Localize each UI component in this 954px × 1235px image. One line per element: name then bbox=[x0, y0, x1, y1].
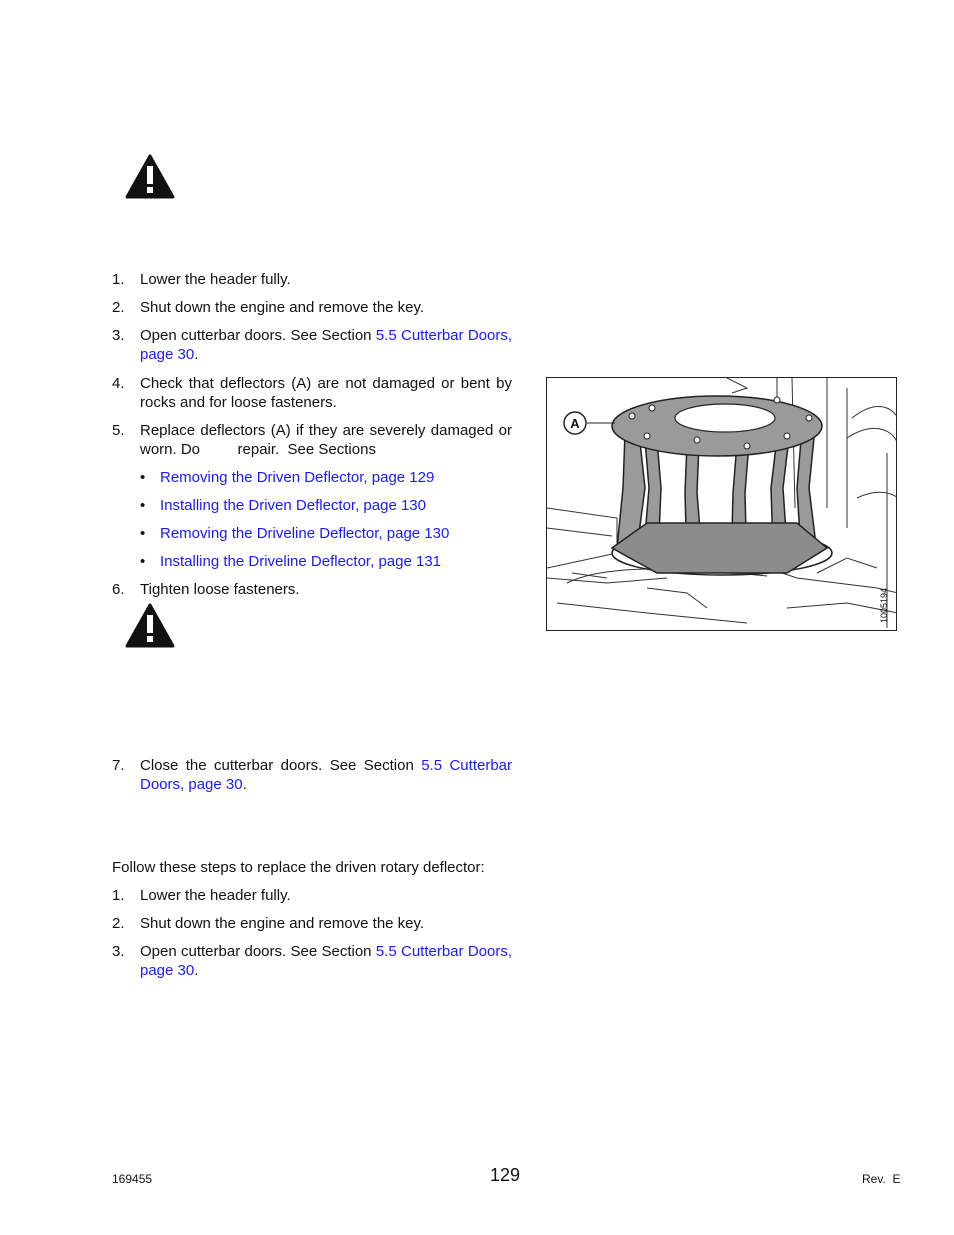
step-4 bbox=[112, 374, 512, 412]
cutterbar-doors-link[interactable]: 5.5 Cutterbar Doors, page 30 bbox=[140, 757, 512, 793]
step-text: Shut down the engine and remove the key. bbox=[140, 915, 425, 932]
step-number: 5. bbox=[112, 422, 125, 439]
installing-driveline-deflector-link[interactable]: Installing the Driveline Deflector, page 131 bbox=[160, 553, 442, 570]
step-text: Close the cutterbar doors. See Section bbox=[140, 757, 422, 774]
step-2 bbox=[112, 914, 512, 933]
cutterbar-doors-link[interactable]: 5.5 Cutterbar Doors, page 30 bbox=[140, 327, 512, 363]
step-number: 3. bbox=[112, 943, 125, 960]
figure-id: 1005194 bbox=[879, 587, 889, 623]
step-6 bbox=[112, 580, 512, 599]
step-number: 1. bbox=[112, 271, 125, 288]
warning-triangle-icon bbox=[125, 154, 175, 200]
deflector-drawing bbox=[547, 378, 897, 631]
bullet-dot: • bbox=[140, 553, 146, 570]
step-number: 4. bbox=[112, 375, 125, 392]
step-2 bbox=[112, 298, 512, 317]
revision-label: Rev. E bbox=[862, 1172, 901, 1186]
step-text: Check that deflectors (A) are not damaged or bent by rocks and for loose fasteners. bbox=[140, 375, 512, 411]
step-text-end: . bbox=[194, 346, 199, 363]
step-text: Open cutterbar doors. See Section bbox=[140, 943, 376, 960]
step-number: 2. bbox=[112, 915, 125, 932]
step-text: Lower the header fully. bbox=[140, 887, 291, 904]
deflector-illustration bbox=[546, 377, 897, 631]
step-3 bbox=[112, 326, 512, 364]
removing-driveline-deflector-link[interactable]: Removing the Driveline Deflector, page 130 bbox=[160, 525, 450, 542]
page-number: 129 bbox=[490, 1165, 521, 1185]
step-1 bbox=[112, 886, 512, 905]
intro-paragraph: Follow these steps to replace the driven rotary deflector: bbox=[112, 859, 485, 876]
bullet-dot: • bbox=[140, 469, 146, 486]
step-text: Tighten loose fasteners. bbox=[140, 581, 300, 598]
bullet-item bbox=[140, 524, 512, 543]
step-number: 6. bbox=[112, 581, 125, 598]
step-text-end: . bbox=[242, 776, 247, 793]
step-text: Shut down the engine and remove the key. bbox=[140, 299, 425, 316]
bullet-item bbox=[140, 552, 512, 571]
step-3 bbox=[112, 942, 512, 980]
document-number: 169455 bbox=[112, 1172, 153, 1186]
step-number: 2. bbox=[112, 299, 125, 316]
bullet-item bbox=[140, 468, 512, 487]
step-7 bbox=[112, 756, 512, 794]
bullet-dot: • bbox=[140, 497, 146, 514]
installing-driven-deflector-link[interactable]: Installing the Driven Deflector, page 130 bbox=[160, 497, 426, 514]
cutterbar-doors-link[interactable]: 5.5 Cutterbar Doors, page 30 bbox=[140, 943, 512, 979]
warning-triangle-icon bbox=[125, 603, 175, 649]
step-1 bbox=[112, 270, 512, 289]
step-text-end: . bbox=[194, 962, 199, 979]
removing-driven-deflector-link[interactable]: Removing the Driven Deflector, page 129 bbox=[160, 469, 435, 486]
step-text: Open cutterbar doors. See Section bbox=[140, 327, 376, 344]
callout-a-label: A bbox=[570, 416, 580, 431]
step-number: 1. bbox=[112, 887, 125, 904]
bullet-dot: • bbox=[140, 525, 146, 542]
step-5 bbox=[112, 421, 517, 459]
bullet-item bbox=[140, 496, 512, 515]
step-number: 3. bbox=[112, 327, 125, 344]
step-text: Replace deflectors (A) if they are severely damaged or worn. Do repair. See Sections bbox=[140, 422, 517, 458]
step-text: Lower the header fully. bbox=[140, 271, 291, 288]
step-number: 7. bbox=[112, 757, 125, 774]
